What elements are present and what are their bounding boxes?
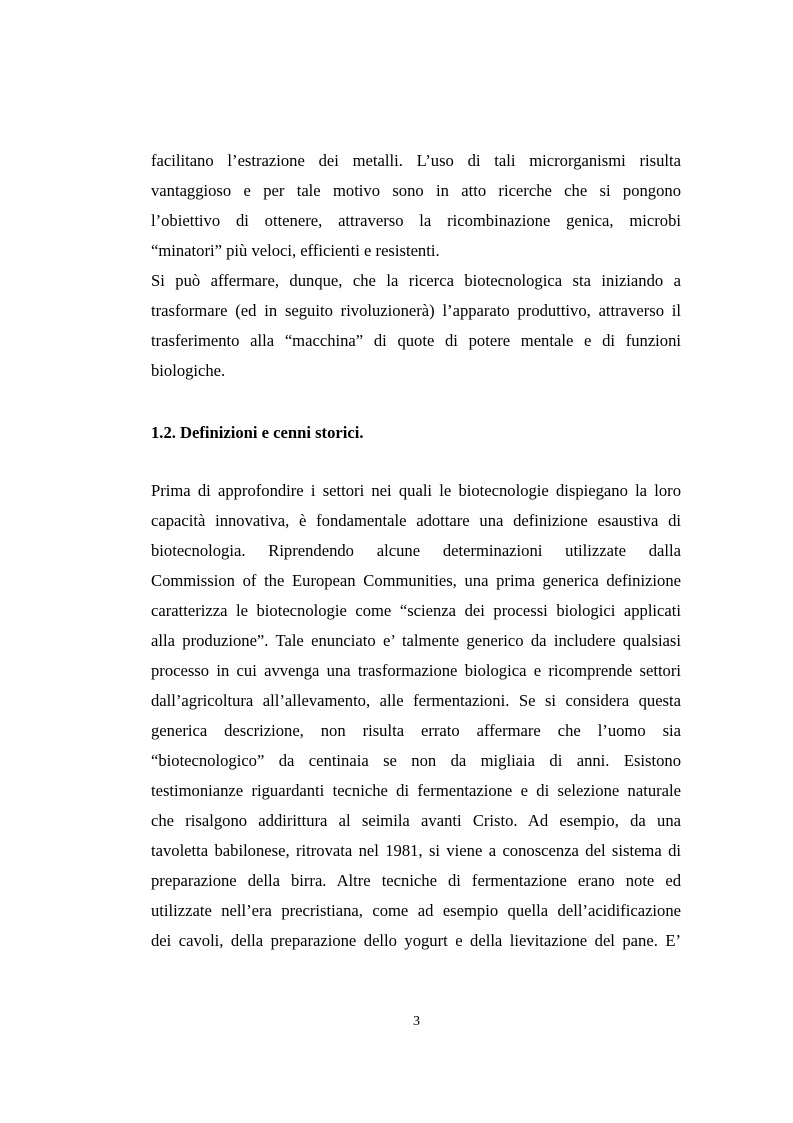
text-line: Prima di approfondire i settori nei quali le biotecnologie dispiegano la loro [151,481,681,500]
text-line: biologiche. [151,361,226,380]
paragraph-definitions [151,476,681,956]
page-number: 3 [413,1014,420,1029]
text-line: vantaggioso e per tale motivo sono in atto ricerche che si pongono [151,181,681,200]
text-line: dei cavoli, della preparazione dello yogurt e della lievitazione del pane. E’ [151,931,681,950]
text-line: Si può affermare, dunque, che la ricerca biotecnologica sta iniziando a [151,271,681,290]
text-line: biotecnologia. Riprendendo alcune determinazioni utilizzate dalla [151,541,681,560]
paragraph-conclusion [151,266,681,386]
text-line: processo in cui avvenga una trasformazione biologica e ricomprende settori [151,661,681,680]
text-line: trasferimento alla “macchina” di quote di potere mentale e di funzioni [151,331,681,350]
text-line: testimonianze riguardanti tecniche di fermentazione e di selezione naturale [151,781,681,800]
text-line: facilitano l’estrazione dei metalli. L’uso di tali microrganismi risulta [151,151,681,170]
text-line: capacità innovativa, è fondamentale adottare una definizione esaustiva di [151,511,681,530]
text-line: alla produzione”. Tale enunciato e’ talmente generico da includere qualsiasi [151,631,681,650]
text-line: preparazione della birra. Altre tecniche di fermentazione erano note ed [151,871,681,890]
text-line: “minatori” più veloci, efficienti e resistenti. [151,241,440,260]
section-heading: 1.2. Definizioni e cenni storici. [151,423,364,442]
text-line: tavoletta babilonese, ritrovata nel 1981, si viene a conoscenza del sistema di [151,841,681,860]
text-line: l’obiettivo di ottenere, attraverso la ricombinazione genica, microbi [151,211,681,230]
paragraph-intro-continuation [151,146,681,266]
text-line: “biotecnologico” da centinaia se non da migliaia di anni. Esistono [151,751,681,770]
text-line: utilizzate nell’era precristiana, come ad esempio quella dell’acidificazione [151,901,681,920]
text-line: caratterizza le biotecnologie come “scienza dei processi biologici applicati [151,601,681,620]
text-line: trasformare (ed in seguito rivoluzionerà) l’apparato produttivo, attraverso il [151,301,681,320]
text-line: generica descrizione, non risulta errato affermare che l’uomo sia [151,721,681,740]
text-line: che risalgono addirittura al seimila avanti Cristo. Ad esempio, da una [151,811,681,830]
text-line: dall’agricoltura all’allevamento, alle fermentazioni. Se si considera questa [151,691,681,710]
text-line: Commission of the European Communities, una prima generica definizione [151,571,681,590]
